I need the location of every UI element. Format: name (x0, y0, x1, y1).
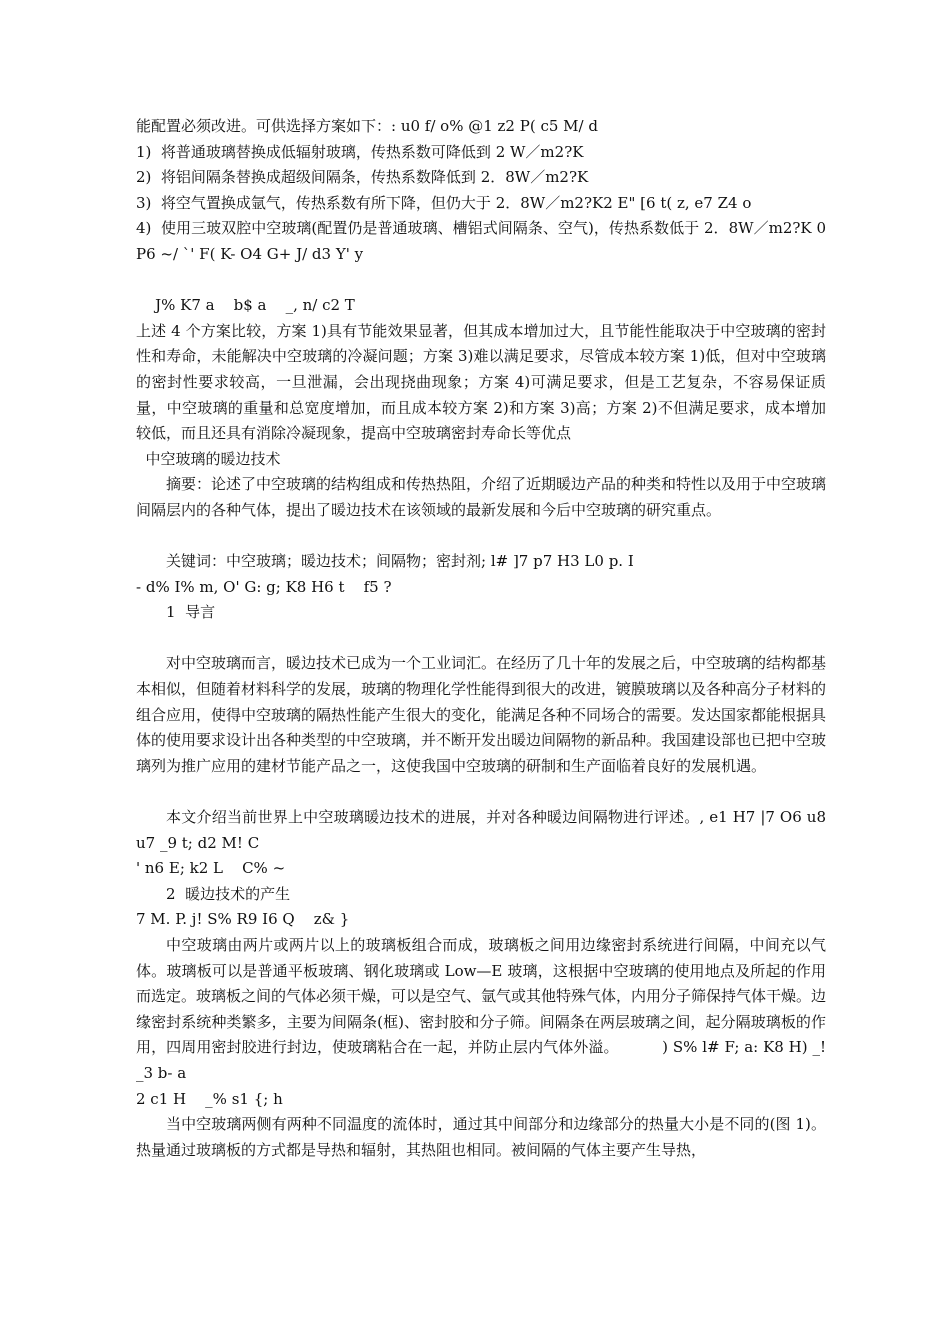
option-2: 2) 将铝间隔条替换成超级间隔条，传热系数降低到 2．8W／m2?K (136, 168, 589, 187)
option-4: 4) 使用三玻双腔中空玻璃(配置仍是普通玻璃、槽铝式间隔条、空气)，传热系数低于 2．8W／m2?K 0 P6 ~/ `' F( K- O4 G+ J/ d3 Y' y (136, 219, 831, 263)
document-body (136, 114, 831, 1163)
intro-paragraph: 对中空玻璃而言，暖边技术已成为一个工业词汇。在经历了几十年的发展之后，中空玻璃的结构都基本相似，但随着材料科学的发展，玻璃的物理化学性能得到很大的改进，镀膜玻璃以及各种高分子材料的组合应用，使得中空玻璃的隔热性能产生很大的变化，能满足各种不同场合的需要。发达国家都能根据具体的使用要求设计出各种类型的中空玻璃，并不断开发出暖边间隔物的新品种。我国建设部也已把中空玻璃列为推广应用的建材节能产品之一，这使我国中空玻璃的研制和生产面临着良好的发展机遇。 (136, 654, 827, 775)
section-heading-1: 1 导言 (166, 603, 216, 622)
structure-paragraph: 中空玻璃由两片或两片以上的玻璃板组合而成，玻璃板之间用边缘密封系统进行间隔，中间充以气体。玻璃板可以是普通平板玻璃、钢化玻璃或 Low—E 玻璃，这根据中空玻璃的使用地点及所起的作用而选定。玻璃板之间的气体必须干燥，可以是空气、氩气或其他特殊气体，内用分子筛保持气体干燥。边缘密封系统种类繁多，主要为间隔条(框)、密封胶和分子筛。间隔条在两层玻璃之间，起分隔玻璃板的作用，四周用密封胶进行封边，使玻璃粘合在一起，并防止层内气体外溢。 ) S% l# F; a: K8 H) _! _3 b- a (136, 936, 831, 1082)
text-line: 能配置必须改进。可供选择方案如下：: u0 f/ o% @1 z2 P( c5 M/ d (136, 117, 598, 135)
scope-paragraph: 本文介绍当前世界上中空玻璃暖边技术的进展，并对各种暖边间隔物进行评述。, e1 H7 |7 O6 u8 u7 _9 t; d2 M! C (136, 808, 831, 852)
noise-line: J% K7 a b$ a _, n/ c2 T (136, 296, 355, 315)
noise-line: 7 M. P. j! S% R9 I6 Q z& } (136, 910, 350, 929)
abstract-paragraph: 摘要：论述了中空玻璃的结构组成和传热热阻，介绍了近期暖边产品的种类和特性以及用于中空玻璃间隔层内的各种气体，提出了暖边技术在该领域的最新发展和今后中空玻璃的研究重点。 (136, 475, 827, 519)
section-heading-2: 2 暖边技术的产生 (166, 884, 291, 903)
spacer (136, 779, 826, 805)
comparison-paragraph: 上述 4 个方案比较，方案 1)具有节能效果显著，但其成本增加过大，且节能性能取决于中空玻璃的密封性和寿命，未能解决中空玻璃的冷凝问题；方案 3)难以满足要求，尽管成本较方案 1)低，但对中空玻璃的密封性要求较高，一旦泄漏，会出现挠曲现象；方案 4)可满足要求，但是工艺复杂，不容易保证质量，中空玻璃的重量和总宽度增加，而且成本较方案 2)和方案 3)高；方案 2)不但满足要求，成本增加较低，而且还具有消除冷凝现象，提高中空玻璃密封寿命长等优点 (136, 321, 826, 443)
noise-line: - d% I% m, O' G: g; K8 H6 t f5 ? (136, 577, 392, 596)
spacer (136, 524, 826, 550)
article-title: 中空玻璃的暖边技术 (136, 449, 281, 468)
keywords-line: 关键词：中空玻璃；暖边技术；间隔物；密封剂; l# ]7 p7 H3 L0 p. I (166, 552, 634, 571)
option-1: 1) 将普通玻璃替换成低辐射玻璃，传热系数可降低到 2 W／m2?K (136, 142, 584, 161)
noise-line: ' n6 E; k2 L C% ~ (136, 859, 286, 878)
noise-line: 2 c1 H _% s1 {; h (136, 1089, 283, 1108)
option-3: 3) 将空气置换成氩气，传热系数有所下降，但仍大于 2．8W／m2?K2 E" [6 t( z, e7 Z4 o (136, 193, 752, 212)
heat-paragraph: 当中空玻璃两侧有两种不同温度的流体时，通过其中间部分和边缘部分的热量大小是不同的(图 1)。热量通过玻璃板的方式都是导热和辐射，其热阻也相同。被间隔的气体主要产生导热， (136, 1115, 826, 1159)
spacer (136, 268, 826, 294)
spacer (136, 626, 826, 652)
